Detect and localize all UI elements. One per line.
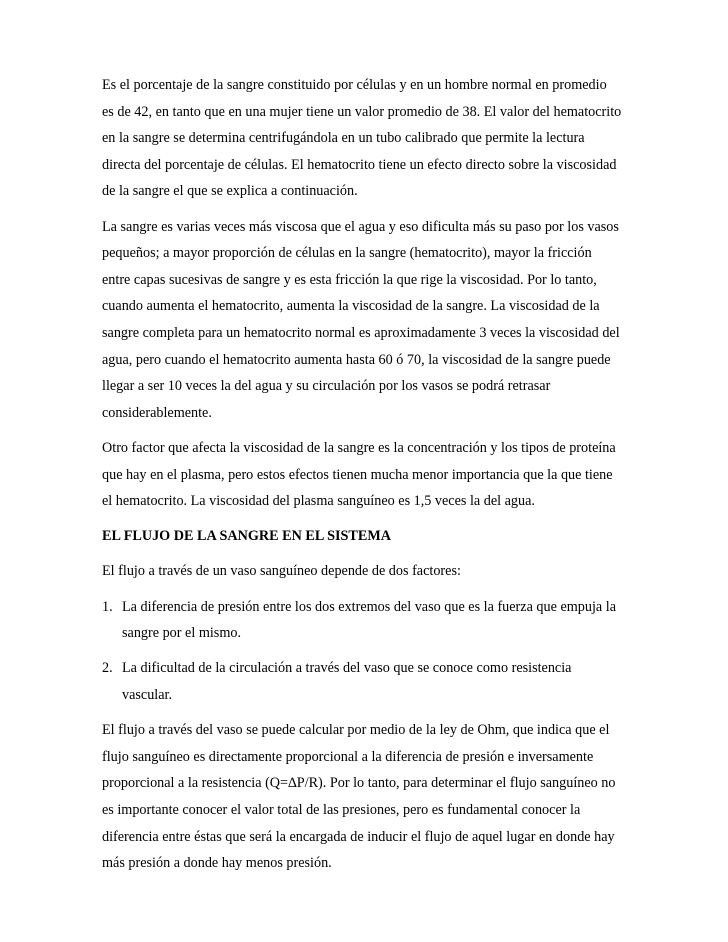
list-item-1 — [102, 594, 622, 647]
list-text-2: La dificultad de la circulación a través del vaso que se conoce como resistencia vascular. — [122, 660, 572, 704]
list-number-1: 1. — [102, 598, 113, 615]
paragraph-ley-ohm: El flujo a través del vaso se puede calcular por medio de la ley de Ohm, que indica que el flujo sanguíneo es directamente proporcional a la diferencia de presión e inversamente proporcional a la resistencia (Q=∆P/R). Por lo tanto, para determinar el flujo sanguíneo no es importante conocer el valor total de las presiones, pero es fundamental conocer la diferencia entre éstas que será la encargada de inducir el flujo de aquel lugar en donde hay más presión a donde hay menos presión. — [102, 722, 616, 872]
paragraph-viscosidad: La sangre es varias veces más viscosa que el agua y eso dificulta más su paso por los vasos pequeños; a mayor proporción de células en la sangre (hematocrito), mayor la fricción entre capas sucesivas de sangre y es esta fricción la que rige la viscosidad. Por lo tanto, cuando aumenta el hematocrito, aumenta la viscosidad de la sangre. La viscosidad de la sangre completa para un hematocrito normal es aproximadamente 3 veces la viscosidad del agua, pero cuando el hematocrito aumenta hasta 60 ó 70, la viscosidad de la sangre puede llegar a ser 10 veces la del agua y su circulación por los vasos se podrá retrasar considerablemente. — [102, 218, 620, 421]
paragraph-intro: El flujo a través de un vaso sanguíneo depende de dos factores: — [102, 563, 461, 580]
paragraph-hematocrito: Es el porcentaje de la sangre constituido por células y en un hombre normal en promedio es de 42, en tanto que en una mujer tiene un valor promedio de 38. El valor del hematocrito en la sangre se determina centrifugándola en un tubo calibrado que permite la lectura directa del porcentaje de células. El hematocrito tiene un efecto directo sobre la viscosidad de la sangre el que se explica a continuación. — [102, 77, 622, 200]
list-text-1: La diferencia de presión entre los dos extremos del vaso que es la fuerza que empuja la sangre por el mismo. — [122, 598, 616, 642]
section-heading: EL FLUJO DE LA SANGRE EN EL SISTEMA — [102, 528, 391, 545]
list-item-2 — [102, 655, 622, 708]
document-page — [102, 72, 622, 885]
paragraph-proteinas: Otro factor que afecta la viscosidad de la sangre es la concentración y los tipos de proteína que hay en el plasma, pero estos efectos tienen mucha menor importancia que la que tiene el hematocrito. La viscosidad del plasma sanguíneo es 1,5 veces la del agua. — [102, 439, 616, 510]
list-number-2: 2. — [102, 660, 113, 677]
